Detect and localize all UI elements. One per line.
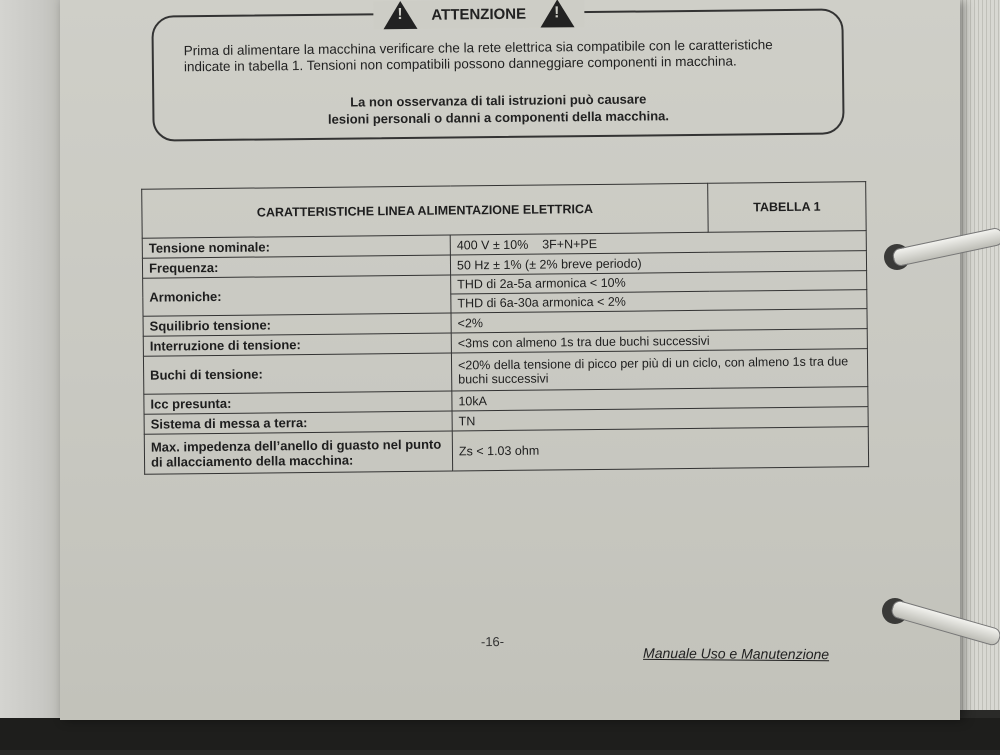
warning-box <box>151 5 844 141</box>
warning-body: Prima di alimentare la macchina verificare che la rete elettrica sia compatibile con le caratteristiche indicate in tabella 1. Tensioni non compatibili possono danneggiare componenti in macchina. <box>183 37 773 75</box>
row-value: 400 V ± 10% 3F+N+PE <box>450 231 866 255</box>
manual-title: Manuale Uso e Manutenzione <box>643 644 830 663</box>
row-value: Zs < 1.03 ohm <box>452 427 868 471</box>
page-number: -16- <box>480 633 505 650</box>
warning-emphasis-line2: lesioni personali o danni a componenti della macchina. <box>327 108 670 127</box>
warning-emphasis <box>154 88 842 129</box>
table-tag: TABELLA 1 <box>708 182 867 233</box>
row-label: Icc presunta: <box>144 391 452 414</box>
row-value: 50 Hz ± 1% (± 2% breve periodo) <box>450 251 866 275</box>
row-label: Frequenza: <box>142 255 450 278</box>
row-value: <3ms con almeno 1s tra due buchi successivi <box>451 329 867 353</box>
table-title: CARATTERISTICHE LINEA ALIMENTAZIONE ELETTRICA <box>142 183 708 238</box>
row-label: Max. impedenza dell’anello di guasto nel punto di allacciamento della macchina: <box>144 431 452 474</box>
row-label: Squilibrio tensione: <box>143 313 451 336</box>
warning-title: ATTENZIONE <box>431 5 527 24</box>
warning-header <box>373 0 584 29</box>
row-label: Buchi di tensione: <box>143 353 451 394</box>
row-value: THD di 2a-5a armonica < 10% <box>451 271 867 294</box>
row-label: Tensione nominale: <box>142 235 450 258</box>
row-value: THD di 6a-30a armonica < 2% <box>451 290 867 313</box>
row-label: Armoniche: <box>143 275 451 316</box>
row-value: 10kA <box>452 387 868 411</box>
warning-triangle-icon <box>540 0 574 28</box>
table-row <box>144 427 868 475</box>
warning-triangle-icon <box>383 1 417 29</box>
row-value: <2% <box>451 309 867 333</box>
row-value: <20% della tensione di picco per più di un ciclo, con almeno 1s tra due buchi successivi <box>451 349 867 391</box>
row-label: Interruzione di tensione: <box>143 333 451 356</box>
power-spec-table <box>141 181 869 475</box>
warning-emphasis-line1: La non osservanza di tali istruzioni può causare <box>350 91 647 110</box>
row-label: Sistema di messa a terra: <box>144 411 452 434</box>
row-value: TN <box>452 407 868 431</box>
table-header-row <box>142 182 866 239</box>
